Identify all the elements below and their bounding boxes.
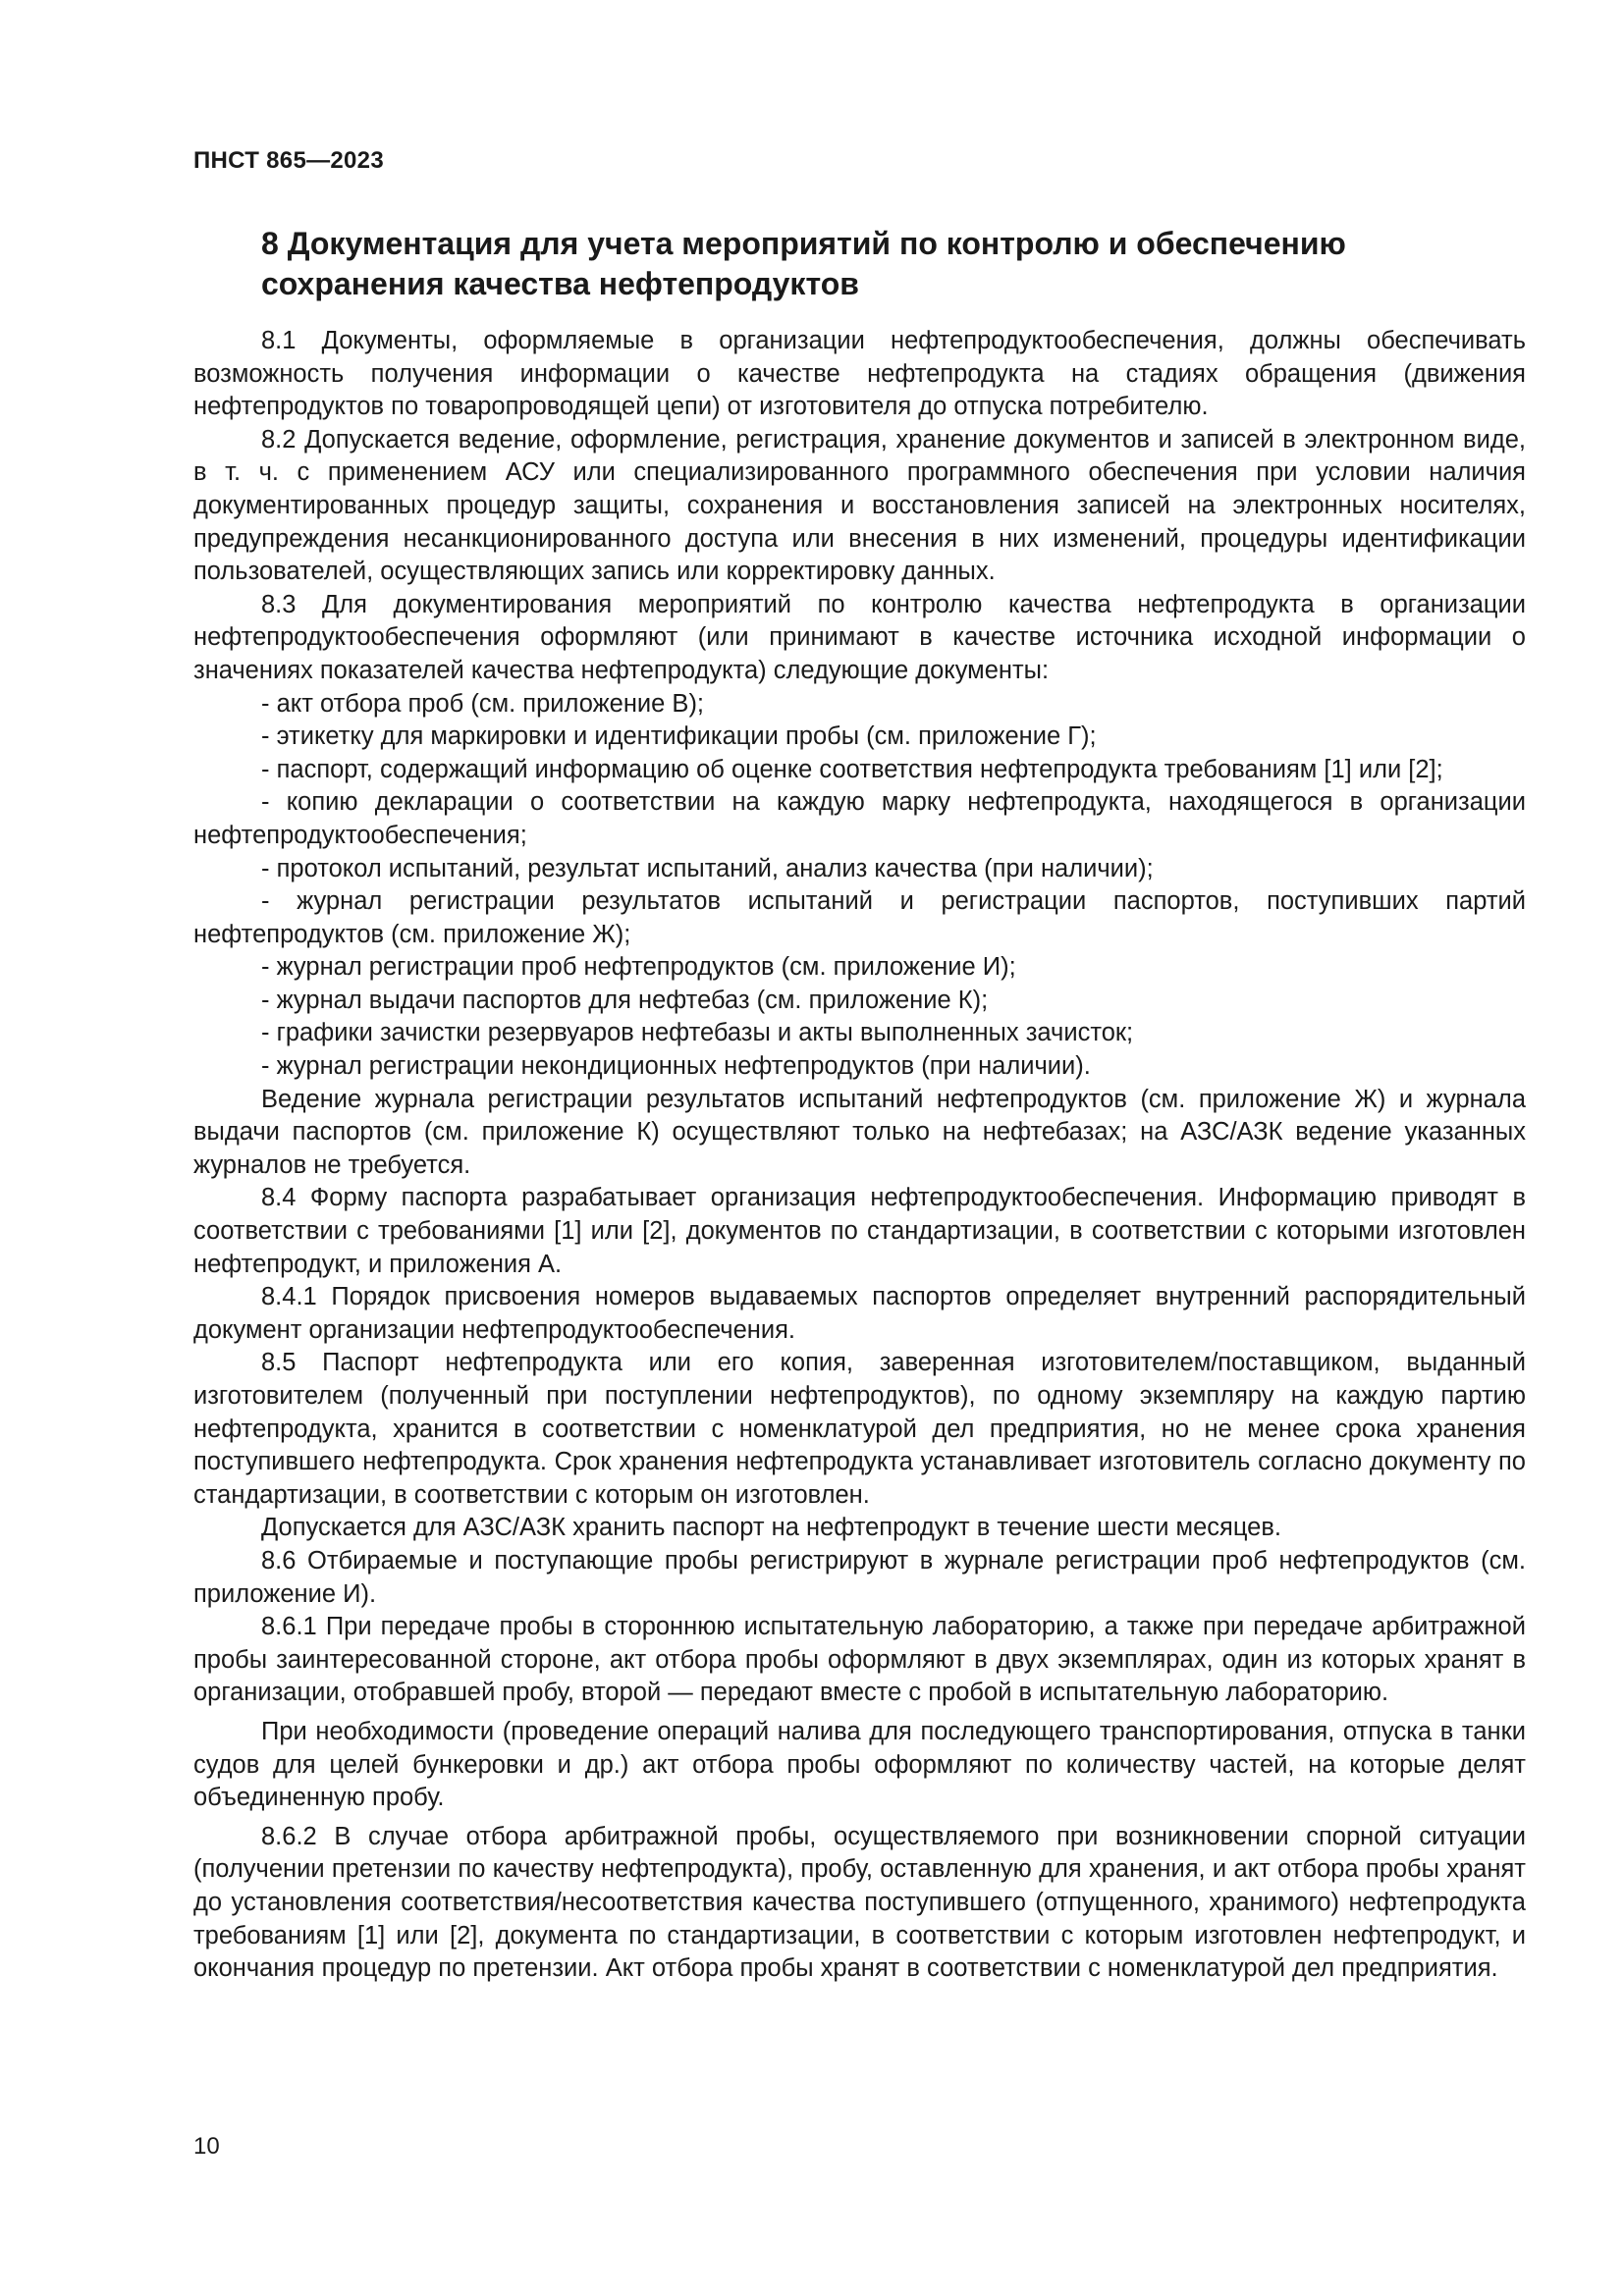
section-title: 8 Документация для учета мероприятий по контролю и обеспечению сохранения качества нефтепродуктов xyxy=(261,226,1346,301)
list-item: - журнал выдачи паспортов для нефтебаз (см. приложение К); xyxy=(261,986,989,1014)
document-code: ПНСТ 865—2023 xyxy=(193,147,384,174)
paragraph-sample-parts: При необходимости (проведение операций налива для последующего транспортирования, отпуска в танки судов для целей бункеровки и др.) акт отбора пробы оформляют по количеству частей, на которые делят объединенную пробу. xyxy=(193,1717,1526,1812)
section-body xyxy=(193,325,1526,1986)
list-item: - паспорт, содержащий информацию об оценке соответствия нефтепродукта требованиям [1] или [2]; xyxy=(261,755,1443,783)
paragraph-8-6-2: 8.6.2 В случае отбора арбитражной пробы, осуществляемого при возникновении спорной ситуации (получении претензии по качеству нефтепродукта), пробу, оставленную для хранения, и акт отбора пробы хранят до установления соответствия/несоответствия качества поступившего (отпущенного, хранимого) нефтепродукта требованиям [1] или [2], документа по стандартизации, в соответствии с которым изготовлен нефтепродукт, и окончания процедур по претензии. Акт отбора пробы хранят в соответствии с номенклатурой дел предприятия. xyxy=(193,1822,1526,1983)
paragraph-8-4: 8.4 Форму паспорта разрабатывает организация нефтепродуктообеспечения. Информацию приводят в соответствии с требованиями [1] или [2], документов по стандартизации, в соответствии с которыми изготовлен нефтепродукт, и приложения А. xyxy=(193,1184,1526,1278)
paragraph-8-6: 8.6 Отбираемые и поступающие пробы регистрируют в журнале регистрации проб нефтепродуктов (см. приложение И). xyxy=(193,1546,1526,1608)
paragraph-8-5: 8.5 Паспорт нефтепродукта или его копия, заверенная изготовителем/поставщиком, выданный изготовителем (полученный при поступлении нефтепродуктов), по одному экземпляру на каждую партию нефтепродукта, хранится в соответствии с номенклатурой дел предприятия, но не менее срока хранения поступившего нефтепродукта. Срок хранения нефтепродукта устанавливает изготовитель согласно документу по стандартизации, в соответствии с которым он изготовлен. xyxy=(193,1349,1526,1509)
list-item: - журнал регистрации некондиционных нефтепродуктов (при наличии). xyxy=(261,1052,1091,1081)
paragraph-8-4-1: 8.4.1 Порядок присвоения номеров выдаваемых паспортов определяет внутренний распорядительный документ организации нефтепродуктообеспечения. xyxy=(193,1283,1526,1344)
paragraph-8-3: 8.3 Для документирования мероприятий по контролю качества нефтепродукта в организации нефтепродуктообеспечения оформляют (или принимают в качестве источника исходной информации о значениях показателей качества нефтепродукта) следующие документы: xyxy=(193,590,1526,684)
page-number: 10 xyxy=(193,2133,220,2160)
list-item: - акт отбора проб (см. приложение В); xyxy=(261,689,705,718)
paragraph-8-6-1: 8.6.1 При передаче пробы в стороннюю испытательную лабораторию, а также при передаче арбитражной пробы заинтересованной стороне, акт отбора пробы оформляют в двух экземплярах, один из которых хранят в организации, отобравшей пробу, второй — передают вместе с пробой в испытательную лабораторию. xyxy=(193,1613,1526,1707)
paragraph-8-2: 8.2 Допускается ведение, оформление, регистрация, хранение документов и записей в электронном виде, в т. ч. с применением АСУ или специализированного программного обеспечения при условии наличия документированных процедур защиты, сохранения и восстановления записей на электронных носителях, предупреждения несанкционированного доступа или внесения в них изменений, процедуры идентификации пользователей, осуществляющих запись или корректировку данных. xyxy=(193,425,1526,586)
list-item: - этикетку для маркировки и идентификации пробы (см. приложение Г); xyxy=(261,722,1097,751)
paragraph-azs-storage: Допускается для АЗС/АЗК хранить паспорт на нефтепродукт в течение шести месяцев. xyxy=(261,1514,1281,1542)
list-item: - графики зачистки резервуаров нефтебазы и акты выполненных зачисток; xyxy=(261,1019,1134,1047)
list-item: - журнал регистрации результатов испытаний и регистрации паспортов, поступивших партий нефтепродуктов (см. приложение Ж); xyxy=(193,887,1526,948)
paragraph-8-1: 8.1 Документы, оформляемые в организации нефтепродуктообеспечения, должны обеспечивать возможность получения информации о качестве нефтепродукта на стадиях обращения (движения нефтепродуктов по товаропроводящей цепи) от изготовителя до отпуска потребителю. xyxy=(193,327,1526,421)
paragraph-journals-note: Ведение журнала регистрации результатов испытаний нефтепродуктов (см. приложение Ж) и журнала выдачи паспортов (см. приложение К) осуществляют только на нефтебазах; на АЗС/АЗК ведение указанных журналов не требуется. xyxy=(193,1085,1526,1179)
list-item: - копию декларации о соответствии на каждую марку нефтепродукта, находящегося в организации нефтепродуктообеспечения; xyxy=(193,788,1526,849)
list-item: - журнал регистрации проб нефтепродуктов (см. приложение И); xyxy=(261,953,1016,982)
list-item: - протокол испытаний, результат испытаний, анализ качества (при наличии); xyxy=(261,854,1154,882)
